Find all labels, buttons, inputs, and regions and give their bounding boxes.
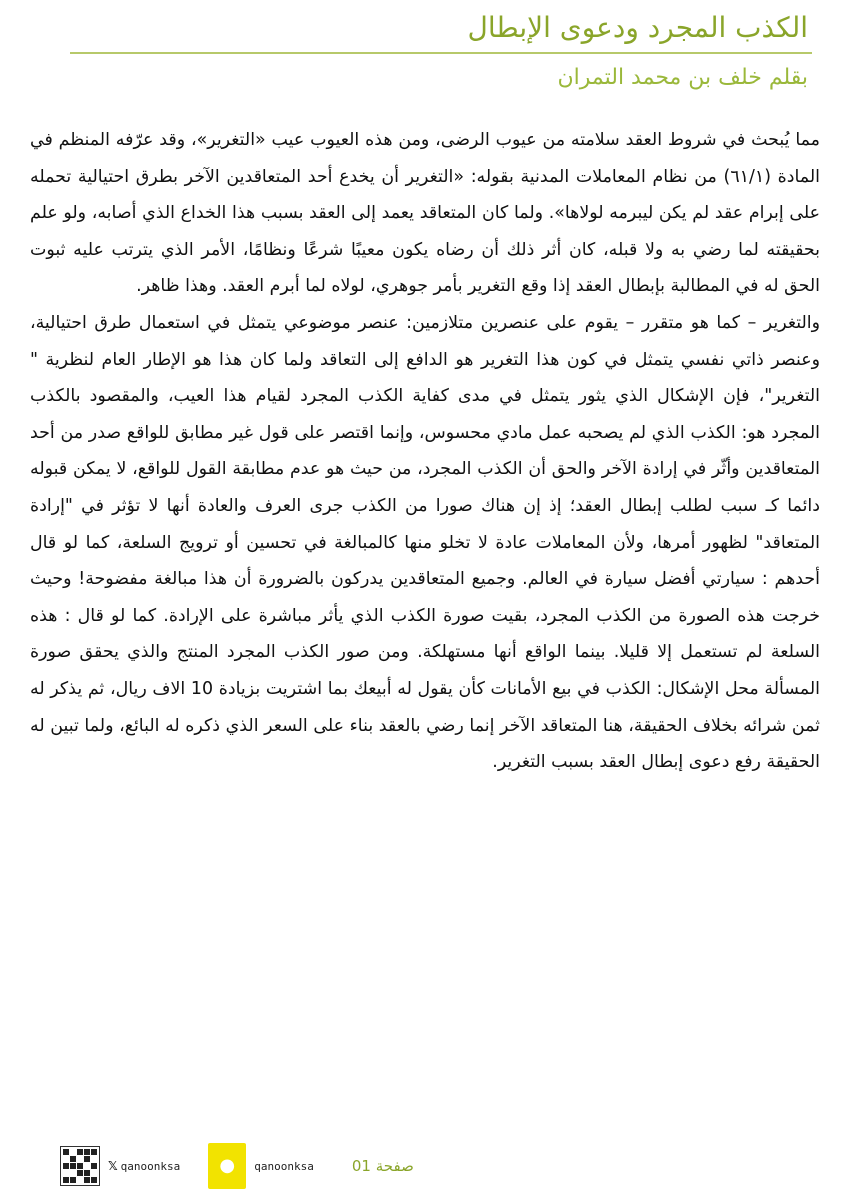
author-byline: بقلم خلف بن محمد التمران — [557, 65, 808, 90]
page-number: صفحة 01 — [351, 1157, 414, 1175]
ghost-icon: ● — [219, 1155, 236, 1176]
snapchat-account[interactable] — [254, 1160, 314, 1173]
paragraph-2: والتغرير – كما هو متقرر – يقوم على عنصرين متلازمين: عنصر موضوعي يتمثل في استعمال طرق احتيالية، وعنصر ذاتي نفسي يتمثل في كون هذا التغرير هو الدافع إلى التعاقد ولما كان هذا هو الإطار العام لنظرية " التغرير"، فإن الإشكال الذي يثور يتمثل في مدى كفاية الكذب المجرد لقيام هذا العيب، والمقصود بالكذب المجرد هو: الكذب الذي لم يصحبه عمل مادي محسوس، وإنما اقتصر على قول غير مطابق للواقع صدر من أحد المتعاقدين وأثّر في إرادة الآخر والحق أن الكذب المجرد، من حيث هو عدم مطابقة القول للواقع، لا يمكن قبوله دائما كـ سبب لطلب إبطال العقد؛ إذ إن هناك صورا من الكذب جرى العرف والعادة أنها لا تؤثر في "إرادة المتعاقد" لظهور أمرها، ولأن المعاملات عادة لا تخلو منها كالمبالغة في تحسين أو ترويج السلعة، كما لو قال أحدهم : سيارتي أفضل سيارة في العالم. وجميع المتعاقدين يدركون بالضرورة أن هذا مبالغة مفضوحة! وحيث خرجت هذه الصورة من الكذب المجرد، بقيت صورة الكذب الذي يأثر مباشرة على الإرادة. كما لو قال : هذه السلعة لم تستعمل إلا قليلا. بينما الواقع أنها مستهلكة. ومن صور الكذب المجرد المنتج والذي يحقق صورة المسألة محل الإشكال: الكذب في بيع الأمانات كأن يقول له أبيعك بما اشتريت بزيادة 10 الاف ريال، ثم يذكر له ثمن شرائه بخلاف الحقيقة، هنا المتعاقد الآخر إنما رضي بالعقد بناء على السعر الذي ذكره له البائع، ولما تبين له الحقيقة رفع دعوى إبطال العقد بسبب التغرير. — [30, 312, 820, 773]
x-account[interactable] — [108, 1159, 180, 1173]
page-footer — [60, 1140, 518, 1192]
page-header — [70, 8, 812, 96]
paragraph-1: مما يُبحث في شروط العقد سلامته من عيوب الرضى، ومن هذه العيوب عيب «التغرير»، وقد عرّفه المنظم في المادة (٦١/١) من نظام المعاملات المدنية بقوله: «التغرير أن يخدع أحد المتعاقدين الآخر بطرق احتيالية تحمله على إبرام عقد لم يكن ليبرمه لولاها». ولما كان المتعاقد يعمد إلى العقد بسبب هذا الخداع الذي أصابه، ولو علم بحقيقته لما رضي به ولا قبله، كان أثر ذلك أن رضاه يكون معيبًا شرعًا ونظامًا، الأمر الذي يترتب عليه ثبوت الحق له في المطالبة بإبطال العقد إذا وقع التغرير بأمر جوهري، لولاه لما أبرم العقد. وهذا ظاهر. — [30, 130, 820, 297]
snapchat-handle: qanoonksa — [254, 1159, 314, 1173]
document-title: الكذب المجرد ودعوى الإبطال — [467, 11, 808, 44]
article-body — [30, 122, 820, 781]
x-logo-icon: 𝕏 — [108, 1159, 118, 1173]
snapchat-code-icon — [208, 1143, 246, 1189]
qr-code-icon — [60, 1146, 100, 1186]
x-handle: qanoonksa — [120, 1159, 181, 1173]
header-divider — [70, 52, 812, 54]
